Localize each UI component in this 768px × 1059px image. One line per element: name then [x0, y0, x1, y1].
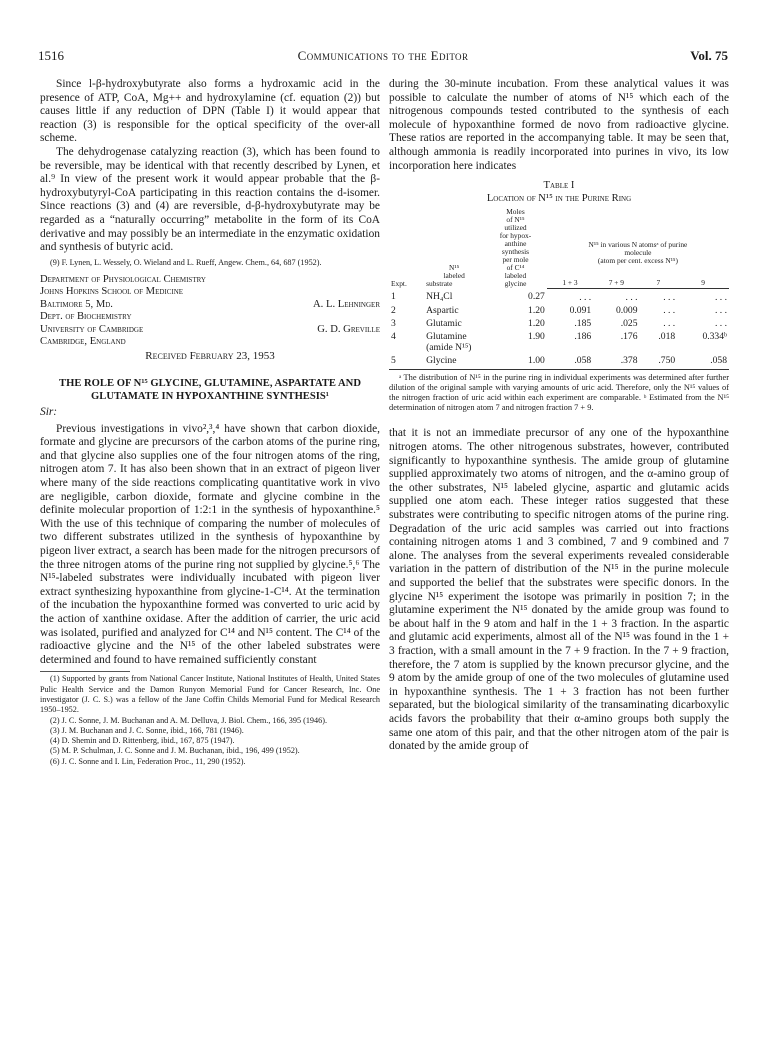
paragraph: during the 30-minute incubation. From these analytical values it was possible to calculate the number of atoms of N¹⁵ which each of the nitrogenous compounds tested contributed to the synthesis of each molecule of hypoxanthine formed de novo from radioactive glycine. These ratios are reported in the accompanying table. It may be seen that, although ammonia is readily incorporated into purines in vivo, its low incorporation here indicates [389, 78, 729, 172]
affiliation-line: University of Cambridge [40, 323, 144, 335]
column-header: 1 + 3 [547, 265, 593, 288]
table-footnote: ᵃ The distribution of N¹⁵ in the purine ring in individual experiments was determined after further dilution of the original sample with varying amounts of uric acid. Therefore, only the N¹⁵ values of the nitrogen fraction of uric acid within each experiment are comparable. ᵇ Estimated from the N¹⁵ determination of nitrogen atom 7 and nitrogen fraction 7 + 9. [389, 372, 729, 413]
column-header: 7 [640, 265, 678, 288]
footnote: (4) D. Shemin and D. Rittenberg, ibid., 167, 875 (1947). [50, 736, 235, 746]
volume-label: Vol. 75 [690, 48, 728, 63]
footnote: (1) Supported by grants from National Cancer Institute, National Institutes of Health, United States Pulic Health Service and the Damon Runyon Memorial Fund for Cancer Research, Inc. One investigator (J. C. S.) was a fellow of the Jane Coffin Childs Memorial Fund for Medical Research 1950–1952. [40, 674, 380, 715]
table-title: Location of N¹⁵ in the Purine Ring [486, 193, 632, 205]
author-name: A. L. Lehninger [313, 298, 380, 310]
footnote-list [40, 674, 380, 767]
table-row: 1 NH₄Cl 0.27 . . . . . . . . . . . . [391, 291, 727, 303]
column-header: N¹⁵ labeled substrate [426, 263, 465, 289]
affiliation-line: Department of Physiological Chemistry [40, 274, 206, 286]
table-label: Table I [543, 180, 575, 192]
affiliation-line: Cambridge, England [40, 336, 126, 348]
table-row: 5 Glycine 1.00 .058 .378 .750 .058 [389, 354, 729, 370]
column-header: Moles of N¹⁵ utilized for hypox- anthine synthesis per mole of C¹⁴ labeled glycine [499, 207, 532, 289]
affiliation-line: Johns Hopkins School of Medicine [40, 286, 184, 298]
right-column [389, 78, 729, 754]
article-title: THE ROLE OF N¹⁵ GLYCINE, GLUTAMINE, ASPARTATE AND GLUTAMATE IN HYPOXANTHINE SYNTHESIS¹ [59, 378, 361, 402]
table-block [389, 179, 729, 413]
table-row: 3 Glutamic 1.20 .185 .025 . . . . . . [391, 317, 727, 329]
received-date: Received February 23, 1953 [145, 350, 275, 363]
column-group-header: N¹⁵ in various N atomsᵃ of purine molecule (atom per cent. excess N¹⁵) [588, 240, 688, 266]
paragraph: Since l-β-hydroxybutyrate also forms a hydroxamic acid in the presence of ATP, CoA, Mg++ and hydroxylamine (cf. equation (2)) but causes little if any reduction of DPN (Table I) it would appear that reaction (3) is responsible for the optical specificity of the over-all scheme. [40, 78, 380, 145]
footnote: (5) M. P. Schulman, J. C. Sonne and J. M. Buchanan, ibid., 196, 499 (1952). [50, 746, 300, 756]
running-header [38, 48, 728, 66]
table-row: 4 Glutamine (amide N¹⁵) 1.90 .186 .176 .018 0.334ᵇ [391, 330, 727, 353]
paragraph: The dehydrogenase catalyzing reaction (3), which has been found to be reversible, may be identical with that recently described by Lynen, et al.⁹ In view of the present work it would appear probable that the β-hydroxybutyryl-CoA participating in this reaction contains the d-isomer. Since reactions (3) and (4) are reversible, d-β-hydroxybutyrate may be regarded as a “naturally occurring” metabolite in the form of its CoA derivative and may possibly be an intermediate in the enzymatic oxidation and synthesis of butyric acid. [40, 145, 380, 254]
page-number: 1516 [38, 48, 64, 63]
footnote: (3) J. M. Buchanan and J. C. Sonne, ibid., 166, 781 (1946). [50, 725, 244, 735]
column-header: Expt. [391, 279, 407, 289]
affiliation-block [40, 274, 380, 364]
running-title: Communications to the Editor [297, 48, 469, 63]
footnote-divider [40, 671, 130, 672]
footnote: (2) J. C. Sonne, J. M. Buchanan and A. M. Delluva, J. Biol. Chem., 166, 395 (1946). [50, 715, 327, 725]
table-row: 2 Aspartic 1.20 0.091 0.009 . . . . . . [391, 304, 727, 316]
paragraph: that it is not an immediate precursor of any one of the hypoxanthine nitrogen atoms. The other nitrogenous substrates, however, contributed significantly to hypoxanthine synthesis. The amide group of glutamine supplied approximately two atoms of nitrogen, and the α-amino group of the other substrates, N¹⁵ labeled glycine, aspartic and glutamic acids supplied one atom each. These integer ratios suggested that these substrates were contributing to specific nitrogen atoms of the purine ring. Degradation of the uric acid samples was carried out into fractions containing nitrogen atoms 1 and 3 combined, 7 and 9 combined and 7 alone. The analyses from the several experiments revealed considerable variation in the pattern of distribution of the N¹⁵ in the purine molecule and supported the belief that the substrates were specific donors. In the glycine N¹⁵ experiment the isotope was primarily in position 7; in the glutamine experiment the N¹⁵ donated by the amide group was found to be about half in the 9 atom and half in the 1 + 3 fraction. In the aspartic and glutamic acid experiments, almost all of the N¹⁵ was found in the 1 + 3 fraction, with a small amount in the 7 + 9 fraction. In the 7 + 9 fraction, therefore, the 7 atom is supplied by the known precursor glycine, and the 9 atom by the amide group of one of the two molecules of glutamine used in hypoxanthine synthesis. The 1 + 3 fraction has not been further separated, but the biological similarity of the transaminating dicarboxylic acids favors the probability that their α-amino groups both supply the same one atom of this pair, and that the other nitrogen atom of the pair is donated by the amide group of [389, 427, 729, 753]
footnote: (6) J. C. Sonne and I. Lin, Federation Proc., 11, 290 (1952). [50, 756, 246, 766]
paragraph: Previous investigations in vivo²,³,⁴ have shown that carbon dioxide, formate and glycine are precursors of the carbon atoms of the purine ring, and that glycine also supplies one of the four nitrogen atoms of the ring, nitrogen atom 7. It has also been shown that in an extract of pigeon liver where many of the side reactions complicating quantitative work in vivo are negligible, carbon dioxide, formate and glycine combine in the definite molecular proportion of 1:2:1 in the synthesis of hypoxanthine.⁵ With the use of this technique of comparing the number of molecules of two different substrates utilized in the synthesis of hypoxanthine by pigeon liver extract, a search has been made for the nitrogen precursors of the three nitrogen atoms of the purine ring not supplied by glycine.⁵,⁶ The N¹⁵-labeled substrates were individually incubated with pigeon liver extract synthesizing hypoxanthine from glycine-1-C¹⁴. At the termination of the incubation the hypoxanthine formed was converted to uric acid by the action of xanthine oxidase. After the addition of carrier, the uric acid was isolated, purified and analyzed for C¹⁴ and N¹⁵ content. The C¹⁴ of the radioactive glycine and the N¹⁵ of the other labeled substrates were determined and found to have remained sufficiently constant [40, 422, 380, 666]
salutation: Sir: [40, 406, 58, 419]
affiliation-row [40, 299, 380, 311]
affiliation-row [40, 324, 380, 336]
author-name: G. D. Greville [317, 323, 380, 335]
column-header: 7 + 9 [593, 265, 639, 288]
data-table [389, 208, 729, 370]
left-column [40, 78, 380, 767]
affiliation-line: Baltimore 5, Md. [40, 298, 113, 310]
footnote: (9) F. Lynen, L. Wessely, O. Wieland and L. Rueff, Angew. Chem., 64, 687 (1952). [50, 257, 322, 267]
column-header: 9 [677, 265, 729, 288]
affiliation-line: Dept. of Biochemistry [40, 311, 132, 323]
